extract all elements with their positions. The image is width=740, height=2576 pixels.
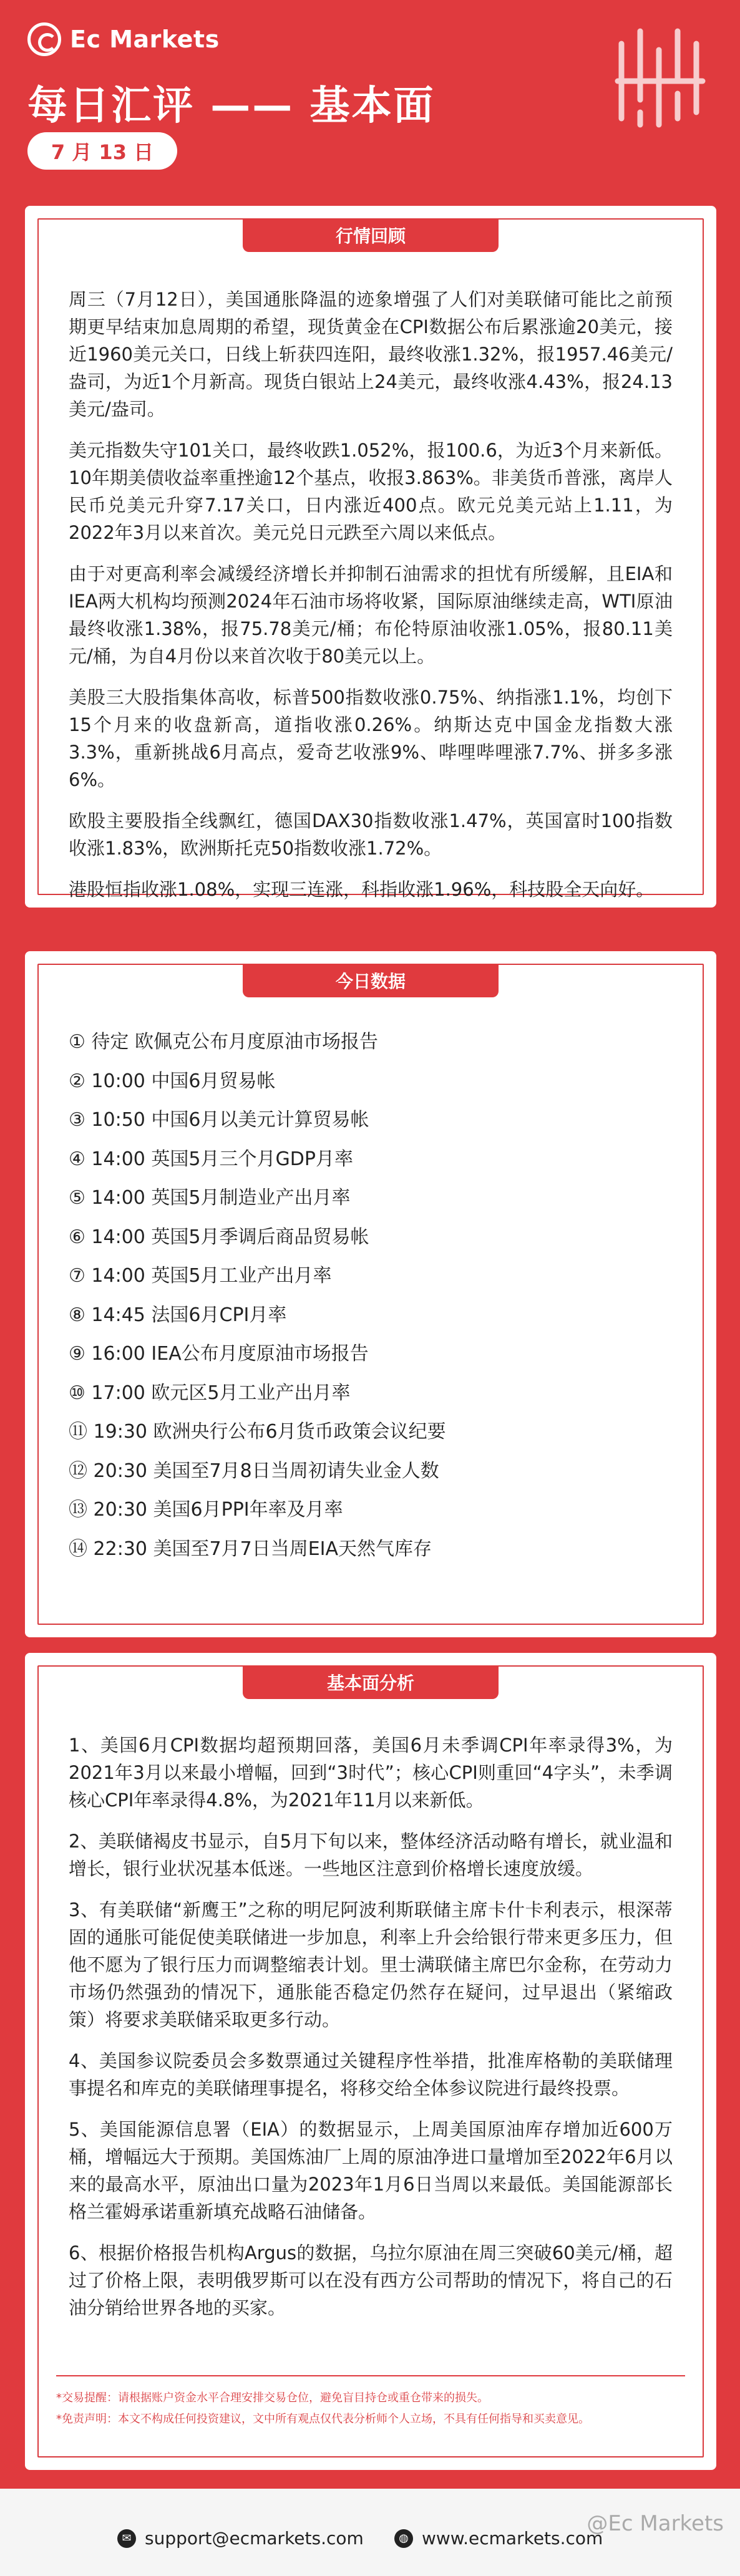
brand-logo-icon [27,22,61,56]
review-paragraph: 美股三大股指集体高收，标普500指数收涨0.75%、纳指涨1.1%，均创下15个月来的收盘新高，道指收涨0.26%。纳斯达克中国金龙指数大涨3.3%，重新挑战6月高点，爱奇艺收涨9%、哔哩哔哩涨7.7%、拼多多涨6%。 [69,687,673,790]
section-heading: 行情回顾 [243,218,499,252]
list-item: ① 待定 欧佩克公布月度原油市场报告 [69,1031,378,1053]
list-item: ⑤ 14:00 英国5月制造业产出月率 [69,1187,351,1209]
list-item: ⑨ 16:00 IEA公布月度原油市场报告 [69,1343,369,1365]
section-heading: 基本面分析 [243,1665,499,1699]
review-paragraph: 欧股主要股指全线飘红，德国DAX30指数收涨1.47%，英国富时100指数收涨1.83%，欧洲斯托克50指数收涨1.72%。 [69,810,673,859]
today-list-body [69,1030,673,1576]
analysis-paragraph: 3、有美联储“新鹰王”之称的明尼阿波利斯联储主席卡什卡利表示，根深蒂固的通胀可能促使美联储进一步加息，利率上升会给银行带来更多压力，但他不愿为了银行压力而调整缩表计划。里士满联储主席巴尔金称，在劳动力市场仍然强劲的情况下，通胀能否稳定仍然存在疑问，过早退出（紧缩政策）将要求美联储采取更多行动。 [69,1899,673,2030]
list-item: ③ 10:50 中国6月以美元计算贸易帐 [69,1109,369,1131]
section-heading: 今日数据 [243,964,499,997]
list-item: ⑥ 14:00 英国5月季调后商品贸易帐 [69,1226,369,1248]
list-item: ⑧ 14:45 法国6月CPI月率 [69,1304,287,1326]
trade-reminder: *交易提醒：请根据账户资金水平合理安排交易仓位，避免盲目持仓或重仓带来的损失。 [56,2391,489,2404]
mail-icon: ✉ [117,2529,136,2548]
analysis-paragraph: 6、根据价格报告机构Argus的数据，乌拉尔原油在周三突破60美元/桶，超过了价格上限，表明俄罗斯可以在没有西方公司帮助的情况下，将自己的石油分销给世界各地的买家。 [69,2242,673,2318]
analysis-paragraph: 1、美国6月CPI数据均超预期回落，美国6月未季调CPI年率录得3%，为2021年3月以来最小增幅，回到“3时代”；核心CPI则重回“4字头”，未季调核心CPI年率录得4.8%，为2021年11月以来新低。 [69,1735,673,1811]
disclaimer-text: *免责声明：本文不构成任何投资建议，文中所有观点仅代表分析师个人立场，不具有任何指导和买卖意见。 [56,2413,590,2426]
list-item: ⑪ 19:30 欧洲央行公布6月货币政策会议纪要 [69,1421,446,1443]
analysis-body [69,1731,673,2335]
decorative-pattern-icon [609,25,715,131]
list-item: ⑭ 22:30 美国至7月7日当周EIA天然气库存 [69,1537,432,1560]
date-badge: 7 月 13 日 [27,132,177,170]
website-link[interactable] [394,2528,603,2549]
review-paragraph: 港股恒指收涨1.08%，实现三连涨，科指收涨1.96%，科技股全天向好。 [69,879,655,900]
globe-icon: ◍ [394,2529,413,2548]
list-item: ② 10:00 中国6月贸易帐 [69,1070,276,1092]
list-item: ⑬ 20:30 美国6月PPI年率及月率 [69,1499,343,1521]
analysis-paragraph: 2、美联储褐皮书显示，自5月下旬以来，整体经济活动略有增长，就业温和增长，银行业状况基本低迷。一些地区注意到价格增长速度放缓。 [69,1831,673,1879]
brand-name: Ec Markets [70,26,220,53]
analysis-paragraph: 4、美国参议院委员会多数票通过关键程序性举措，批准库格勒的美联储理事提名和库克的美联储理事提名，将移交给全体参议院进行最终投票。 [69,2050,673,2099]
analysis-paragraph: 5、美国能源信息署（EIA）的数据显示，上周美国原油库存增加近600万桶，增幅远大于预期。美国炼油厂上周的原油净进口量增加至2022年6月以来的最高水平，原油出口量为2023年1月6日当周以来最低。美国能源部长格兰霍姆承诺重新填充战略石油储备。 [69,2119,673,2222]
review-body [69,286,673,917]
market-review-section [25,206,716,908]
website-text: www.ecmarkets.com [422,2528,603,2549]
fundamental-analysis-section [25,1653,716,2470]
data-calendar-list [69,1030,673,1576]
disclaimer-block [56,2375,685,2428]
review-paragraph: 由于对更高利率会减缓经济增长并抑制石油需求的担忧有所缓解，且EIA和IEA两大机构均预测2024年石油市场将收紧，国际原油继续走高，WTI原油最终收涨1.38%，报75.78美元/桶；布伦特原油收涨1.05%，报80.11美元/桶，为自4月份以来首次收于80美元以上。 [69,563,673,667]
brand-logo [27,22,220,56]
email-link[interactable] [117,2528,364,2549]
footer [0,2489,740,2576]
list-item: ⑦ 14:00 英国5月工业产出月率 [69,1265,332,1287]
page-title: 每日汇评 —— 基本面 [27,83,436,129]
today-data-section [25,951,716,1637]
list-item: ⑩ 17:00 欧元区5月工业产出月率 [69,1382,351,1404]
review-paragraph: 美元指数失守101关口，最终收跌1.052%，报100.6，为近3个月来新低。10年期美债收益率重挫逾12个基点，收报3.863%。非美货币普涨，离岸人民币兑美元升穿7.17关口，日内涨近400点。欧元兑美元站上1.11，为2022年3月以来首次。美元兑日元跌至六周以来低点。 [69,440,673,543]
list-item: ⑫ 20:30 美国至7月8日当周初请失业金人数 [69,1460,439,1482]
list-item: ④ 14:00 英国5月三个月GDP月率 [69,1148,353,1170]
review-paragraph: 周三（7月12日），美国通胀降温的迹象增强了人们对美联储可能比之前预期更早结束加息周期的希望，现货黄金在CPI数据公布后累涨逾20美元，接近1960美元关口，日线上斩获四连阳，最终收涨1.32%，报1957.46美元/盎司，为近1个月新高。现货白银站上24美元，最终收涨4.43%，报24.13美元/盎司。 [69,289,673,420]
email-text: support@ecmarkets.com [145,2528,364,2549]
watermark: @Ec Markets [587,2511,724,2536]
